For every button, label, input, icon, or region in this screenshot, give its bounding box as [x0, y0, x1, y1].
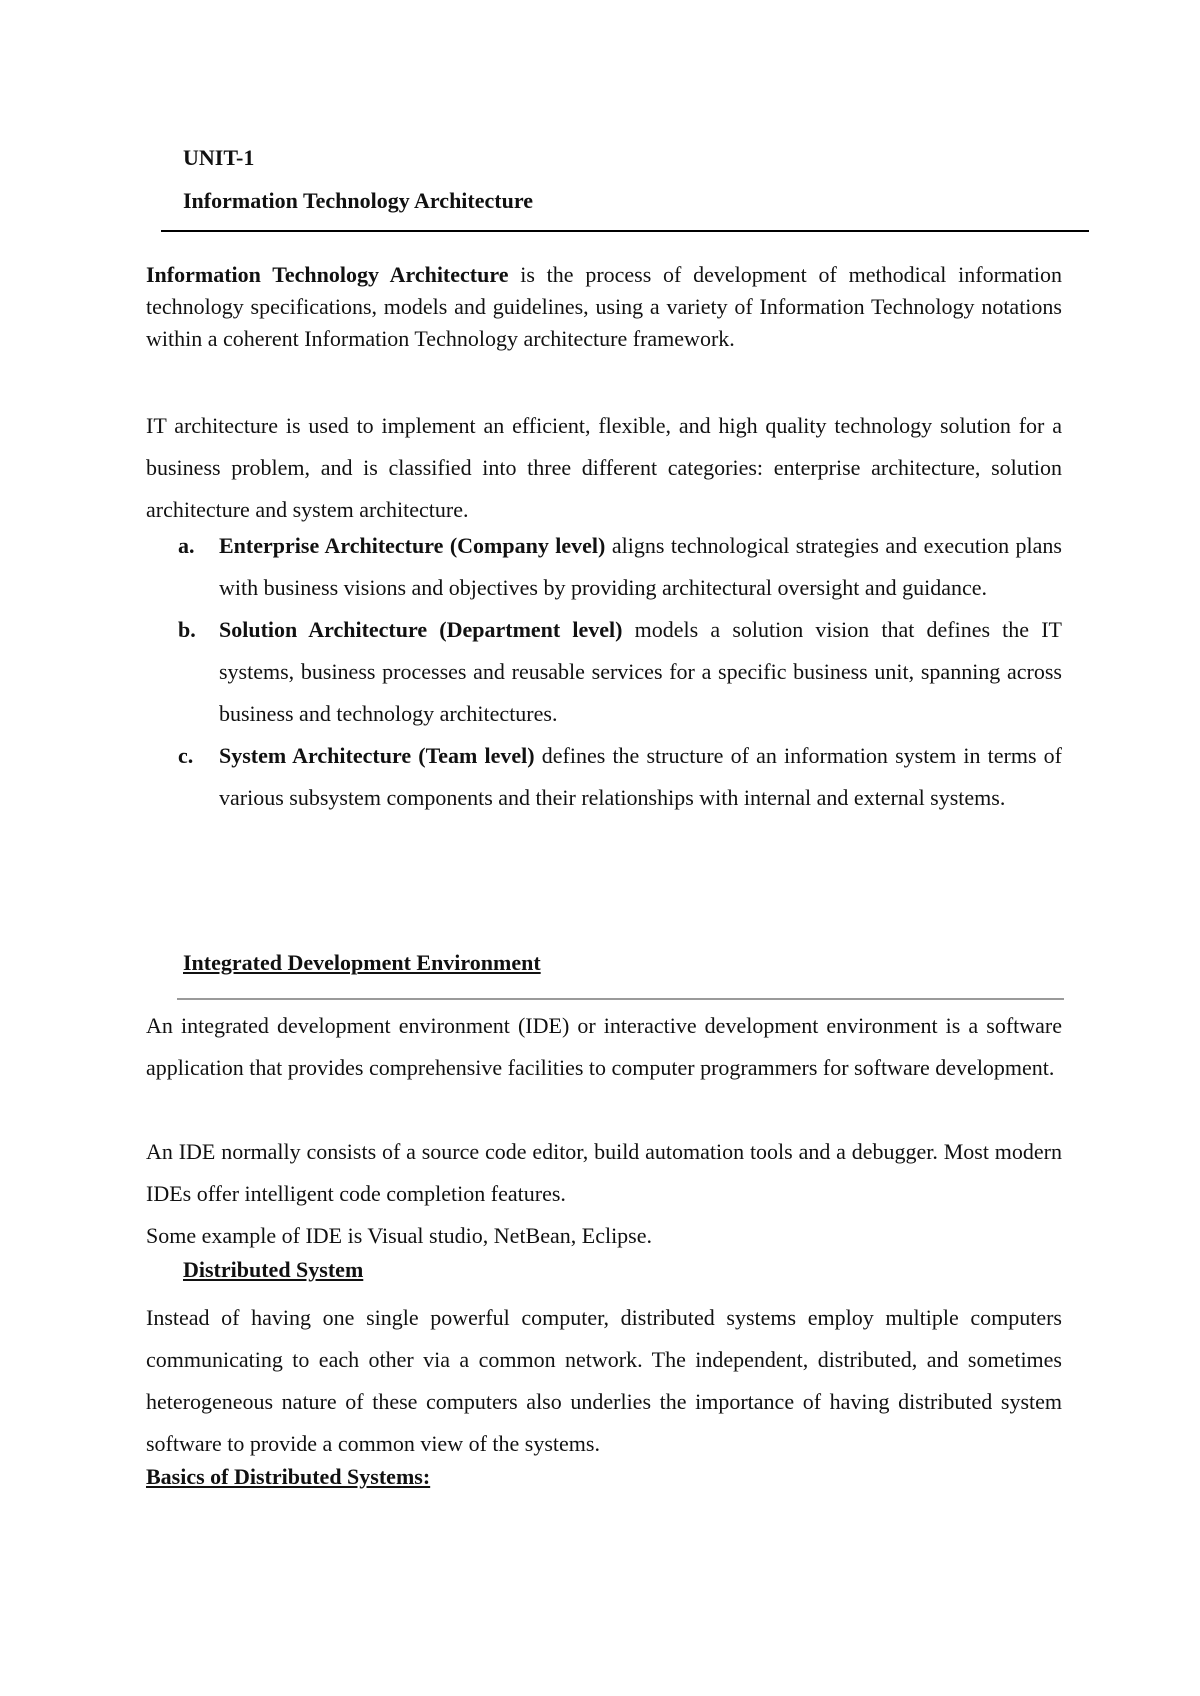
ide-definition-paragraph: An integrated development environment (IDE) or interactive development environment is a software application that provides comprehensive facilities to computer programmers for software development.: [146, 1013, 1062, 1080]
list-item-solution-architecture: [178, 609, 1062, 735]
list-item-text: aligns technological strategies and execution plans with business visions and objectives by providing architectural oversight and guidance.: [219, 533, 1062, 600]
ide-section-divider: [177, 998, 1064, 1000]
list-item-text: models a solution vision that defines the IT systems, business processes and reusable services for a specific business unit, spanning across business and technology architectures.: [219, 617, 1062, 726]
list-item-term: System Architecture (Team level): [219, 743, 535, 768]
intro-lead-term: Information Technology Architecture: [146, 262, 509, 287]
intro-paragraph: [146, 259, 1062, 355]
list-item-enterprise-architecture: [178, 525, 1062, 609]
list-item-system-architecture: [178, 735, 1062, 819]
list-marker: c.: [178, 743, 194, 768]
distributed-system-paragraph: Instead of having one single powerful computer, distributed systems employ multiple computers communicating to each other via a common network. The independent, distributed, and sometimes heterogeneous nature of these computers also underlies the importance of having distributed system software to provide a common view of the systems.: [146, 1305, 1062, 1456]
basics-distributed-systems-heading: Basics of Distributed Systems:: [146, 1464, 431, 1489]
unit-label: UNIT-1: [183, 145, 255, 170]
architecture-list: [178, 525, 1062, 819]
intro-text: is the process of development of methodical information technology specifications, models and guidelines, using a variety of Information Technology notations within a coherent Information Technology architecture framework.: [146, 262, 1062, 351]
list-item-term: Enterprise Architecture (Company level): [219, 533, 606, 558]
list-marker: a.: [178, 533, 195, 558]
list-item-term: Solution Architecture (Department level): [219, 617, 623, 642]
distributed-system-heading: Distributed System: [183, 1257, 364, 1282]
title-divider: [161, 230, 1089, 232]
list-item-text: defines the structure of an information system in terms of various subsystem components and their relationships with internal and external systems.: [219, 743, 1062, 810]
ide-components-paragraph: An IDE normally consists of a source code editor, build automation tools and a debugger. Most modern IDEs offer intelligent code completion features.: [146, 1139, 1062, 1206]
document-title: Information Technology Architecture: [183, 188, 533, 213]
ide-examples-paragraph: Some example of IDE is Visual studio, NetBean, Eclipse.: [146, 1223, 653, 1248]
ide-section-heading: Integrated Development Environment: [183, 950, 541, 975]
list-marker: b.: [178, 617, 196, 642]
categories-paragraph: IT architecture is used to implement an efficient, flexible, and high quality technology solution for a business problem, and is classified into three different categories: enterprise architecture, solution architecture and system architecture.: [146, 413, 1062, 522]
